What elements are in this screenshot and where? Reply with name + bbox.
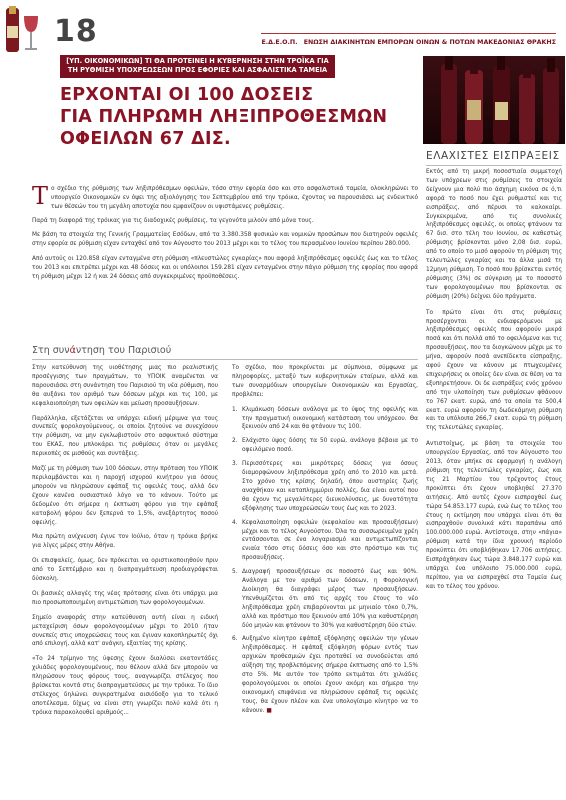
wine-glass-icon xyxy=(4,6,40,54)
list-text: Κεφαλαιοποίηση οφειλών (κεφαλαίου και προσαυξήσεων) μέχρι και το τέλος Αυγούστου. Όλα τα συσσωρευμένα χρέη εντάσσονται σε ένα λογαριασμό και αντιμετωπίζονται ενιαία τόσο στις δόσεις όσο και στο πρόστιμο και τις προσαυξήσεις. xyxy=(242,519,418,562)
list-text: Αυξημένο κίνητρο εφάπαξ εξόφλησης οφειλών την γένων ληξιπρόθεσμες. Η εφάπαξ εξόφληση φόρων εντός των αρχικών προθεσμιών έχει προταθεί να συνοδεύεται από αύξηση της προβλεπόμενης σήμερα έκπτωσης από το 1,5% στο 5%. Με αυτόν τον τρόπο εκτιμάται ότι χιλιάδες φορολογούμενοι οι οποίοι έχουν ακόμη και σήμερα την οικονομική επιφάνεια να πληρώσουν εφάπαξ τις οφειλές τους, θα έχουν πλέον και ένα υπολογίσιμο κίνητρο να το κάνουν. xyxy=(242,636,418,714)
article-kicker: [ΥΠ. ΟΙΚΟΝΟΜΙΚΩΝ] ΤΙ ΘΑ ΠΡΟΤΕΙΝΕΙ Η ΚΥΒΕΡΝΗΣΗ ΣΤΗΝ ΤΡΟΪΚΑ ΓΙΑ ΤΗ ΡΥΘΜΙΣΗ ΥΠΟΧΡΕΩΣΕΩΝ ΠΡΟΣ ΕΦΟΡΙΕΣ ΚΑΙ ΑΣΦΑΛΙΣΤΙΚΑ ΤΑΜΕΙΑ xyxy=(60,55,335,78)
sidebar-title: ΕΛΑΧΙΣΤΕΣ ΕΙΣΠΡΑΞΕΙΣ xyxy=(426,150,560,162)
publisher-line xyxy=(261,39,556,46)
header-rule xyxy=(261,33,556,34)
intro-paragraph xyxy=(32,182,418,212)
list-text: Περισσότερες και μικρότερες δόσεις για όσους διαμορφώνουν ληξιπρόθεσμα χρέη από το 2010 και μετά. Στο χρόνο της κρίσης δηλαδή, όπου αυστηρίες ζωής αναχθήκαν και καταπλημμύριο πολλές, δια είναι αυτοί που θα έχουν τις μεγαλύτερες διευκολύνσεις, με δυνατότητα εξόφλησης των υποχρεώσεών τους έως και το 2023. xyxy=(242,461,418,512)
end-mark: ■ xyxy=(266,707,272,714)
intro-paragraph: Με βάση τα στοιχεία της Γενικής Γραμματείας Εσόδων, από τα 3.380.358 φυσικών και νομικών προσώπων που διατηρούν οφειλές στην εφορία σε ρύθμιση είχαν ενταχθεί από τον Αύγουστο του 2013 μέχρι και το τέλος του περασμένου Ιουνίου περίπου 280.000. xyxy=(32,232,418,248)
body-paragraph: Μια πρώτη ανίχνευση έγινε τον Ιούλιο, όταν η τρόικα βρήκε για λίγες μέρες στην Αθήνα. xyxy=(32,534,218,550)
article-heading xyxy=(60,55,420,150)
section-rule xyxy=(32,359,418,360)
list-item xyxy=(232,568,418,630)
body-column-middle xyxy=(232,364,418,721)
list-item xyxy=(232,519,418,564)
wine-bottles-photo xyxy=(423,56,565,144)
sidebar-paragraph: Εκτός από τη μικρή ποσοστιαία συμμετοχή των υπόχρεων στις ρυθμίσεις τα στοιχεία δείχνουν μια πολύ πιο άσχημη εικόνα σε ό,τι αφορά το ποσό που έχει ρυθμιστεί και τις εισπράξεις, από πέρυσι το καλοκαίρι. Συγκεκριμένα, από τις συνολικές ληξιπρόθεσμες οφειλές, οι οποίες φτάνουν τα 67 δισ. στο τέλη του Ιουνίου, σε καθεστώς ρύθμισης βρίσκονται μόνο 2,08 δισ. ευρώ, από το οποίο το μισό αφορούν τη ρύθμιση της τελευτώλες εγκαρίας και τα άλλα μισά τη 12μηνη ρύθμιση. Το ποσό που βρίσκεται εντός ρύθμισης (3%) σε σύγκριση με το ποσοστό των φορολογουμένων που βρίσκονται σε ρύθμιση (20%) δείχνει δύο πράγματα. xyxy=(426,169,562,300)
subtitle-part: ντηση του Παρισιού xyxy=(75,345,172,356)
body-paragraph: Μαζί με τη ρύθμιση των 100 δόσεων, στην πρόταση του ΥΠΟΙΚ περιλαμβάνεται και η παροχή ισχυρού κινήτρου για όσους μπορούν να πληρώσουν εφάπαξ τις οφειλές τους, αλλά δεν έχουν κανένα ουσιαστικό λόγο να το κάνουν. Τούτο με δεδομένο ότι σήμερα η έκπτωση φόρου για την εφάπαξ καταβολή φόρου δεν ξεπερνά το 1,5%, ανεξάρτητος ποσού οφειλής. xyxy=(32,466,218,526)
list-item xyxy=(232,406,418,433)
publisher-name: ΕΝΩΣΗ ΔΙΑΚΙΝΗΤΩΝ ΕΜΠΟΡΩΝ ΟΙΝΩΝ & ΠΟΤΩΝ ΜΑΚΕΔΟΝΙΑΣ ΘΡΑΚΗΣ xyxy=(303,39,556,46)
intro-paragraph: Παρά τη διαφορά της τρόικας για τις διαδοχικές ρυθμίσεις, τα γεγονότα μιλούν από μόνα τους. xyxy=(32,218,314,225)
title-line-2: ΓΙΑ ΠΛΗΡΩΜΗ ΛΗΞΙΠΡΟΘΕΣΜΩΝ xyxy=(60,106,388,127)
list-number: 2. xyxy=(232,438,238,445)
body-paragraph: Οι βασικές αλλαγές της νέας πρότασης είναι ότι υπάρχει μια πιο προσωποποιημένη αντιμετώπιση των φορολογουμένων. xyxy=(32,590,218,606)
body-paragraph: Στην κατεύθυνση της υιοθέτησης μιας πιο ρεαλιστικής προσέγγισης των πραγμάτων, το ΥΠΟΙΚ αναμένεται να παρουσιάσει στη συνάντηση του Παρισιού τη νέα ρύθμιση, που θα αυξάνει τον αριθμό των δόσεων μέχρι και τις 100, με κεφαλαιοποίηση των οφειλών και μείωση προσαυξήσεων. xyxy=(32,365,218,407)
drop-cap: Τ xyxy=(32,182,49,210)
body-paragraph: Το σχέδιο, που προκρίνεται με σύμπνοια, σύμφωνα με πληροφορίες, μεταξύ των κυβερνητικών εταίρων, αλλά και των συναρμόδιων υπουργείων Οικονομικών και Εργασίας, προβλέπει: xyxy=(232,365,418,398)
list-text: Διαγραφή προσαυξήσεων σε ποσοστό έως και 90%. Ανάλογα με τον αριθμό των δόσεων, η Φορολογική Διοίκηση θα διαγράφει μέρος των προσαυξήσεων. Υπενθυμίζεται ότι από τις αρχές του έτους το νέο ληξιπρόθεσμα χρέη επιβαρύνονται με μηνιαίο τόκο 0,7%, αλλά και πρόστιμο που ξεκινούν από 10% για καθυστέρηση δύο μηνών και φτάνουν το 30% για καθυστέρηση δύο ετών. xyxy=(242,569,418,629)
body-column-left xyxy=(32,364,218,724)
sidebar-box xyxy=(426,168,562,599)
proposal-list xyxy=(232,406,418,716)
list-text: Ελάχιστο ύψος δόσης τα 50 ευρώ, ανάλογα βέβαια με το οφειλόμενο ποσό. xyxy=(242,438,418,454)
sidebar-rule xyxy=(426,165,562,166)
title-line-1: ΕΡΧΟΝΤΑΙ ΟΙ 100 ΔΟΣΕΙΣ xyxy=(60,84,314,105)
list-item xyxy=(232,460,418,513)
list-item xyxy=(232,437,418,455)
publisher-logo: Ε.Δ.Ε.Ο.Π. xyxy=(261,39,298,46)
list-number: 4. xyxy=(232,519,238,526)
intro-text: ο σχέδιο της ρύθμισης των ληξιπρόθεσμων οφειλών, τόσο στην εφορία όσο και στο ασφαλιστικά ταμεία, ολοκληρώνει το υπουργείο Οικονομικών εν όψει της αξιολόγησης του Σεπτεμβρίου από την τρόικα, έχοντας να παρουσιάσει ως ενδεικτικό των θέσεών του τη μεγάλη αποτυχία που εμφανίζουν οι υφιστάμενες ρυθμίσεις. xyxy=(51,186,418,211)
body-paragraph: «Το 24 τρίμηνο της ύφεσης έχουν διαλύσει εκατοντάδες χιλιάδες φορολογουμένους, που θέλουν αλλά δεν μπορούν να πληρώσουν τους φόρους τους, αναγνωρίζει στέλεχος που βρίσκεται κοντά στις διαπραγματεύσεις με την τρόικα. Το ίδιο στέλεχος δηλώνει συγκρατημένα αισιόδοξο για το τελικό αποτέλεσμα, δίχως να είναι στη γνωρίζει πολύ καλά ότι η τρόικα παρακολουθεί αριθμούς... xyxy=(32,656,218,716)
list-number: 6. xyxy=(232,636,238,643)
page-header xyxy=(0,0,566,58)
sidebar-paragraph: Αντιστοίχως, με βάση τα στοιχεία του υπουργείου Εργασίας, από τον Αύγουστο του 2013, όταν μπήκε σε εφαρμογή η ανάλογη ρύθμιση της τελευτώλες εγκαρίας, έως και τις 21 Μαρτίου του τρέχοντος έτους προκύπτει ότι έχουν υποβληθεί 27.370 αιτήσεις. Από αυτές έχουν εισπραχθεί έως τώρα 54.853.177 ευρώ, ενώ έως το τέλος του έτους η εκτίμηση που υπάρχει είναι ότι θα εισπραχθούν συνολικά κάτι παραπάνω από 100.000.000 ευρώ. Αντίστοιχα, στην «πάγια» ρύθμιση κατά την ίδια χρονική περίοδο προκύπτει ότι υποβλήθηκαν 17.706 αιτήσεις. Εισπράχθηκαν έως τώρα 3.848.177 ευρώ και υπάρχει ένα υπόλοιπο 75.000.000 ευρώ, περίπου, για να εισπραχθεί στα Ταμεία έως και το τέλος του χρόνου. xyxy=(426,441,562,590)
list-number: 5. xyxy=(232,569,238,576)
list-number: 3. xyxy=(232,461,238,468)
article-intro xyxy=(32,182,418,287)
intro-paragraph: Από αυτούς οι 120.858 είχαν ενταγμένα στη ρύθμιση «πλευστώλες εγκαρίας» που αφορά ληξιπρόθεσμες οφειλές έως και το τέλος του 2013 και επιτρέπει μέχρι και 48 δόσεις και οι υπόλοιποι 159.281 είχαν ενταγμένοι στην πάγιο ρύθμιση της εφορίας που αφορά τη ρύθμιση μέχρι 12 ή και 24 δόσεις από συγκεκριμένες προϋποθέσεις. xyxy=(32,255,418,280)
subtitle-accent: ά xyxy=(69,345,76,356)
body-paragraph: Οι επισφαλείς, όμως, δεν πρόκειται να οριστικοποιηθούν πριν από το Σεπτέμβριο και η διαπραγμάτευση προδιαγράφεται δύσκολη. xyxy=(32,558,218,583)
list-item xyxy=(232,635,418,715)
sidebar-paragraph: Το πρώτο είναι ότι στις ρυθμίσεις προσέρχονται οι ενδιαφερόμενοι με ληξιπρόθεσμες οφειλές που αφορούν μικρά ποσά και ότι πολλά από το οφειλόμενα και τις προσαυξήσεις, που τα διογκώνουν μέχρι με το μήνα, αφορούν ποσά ανεπίδεκτα είσπραξης, αφού έχουν να κάνουν με πτωχευμένες επιχειρήσεις οι οποίες δεν είναι σε θέση να τα εξυπηρετήσουν. Οι δε εισπράξεις ενός χρόνου από την υλοποίηση των ρυθμίσεων φθάνουν το 767 εκατ. ευρώ, από τα οποία τα 500,4 εκατ. ευρώ αφορούν τη δωδεκάμηνη ρύθμιση και τα υπόλοιπα 266,7 εκατ. ευρώ τη ρύθμιση της τελευτώλες εγκαρίας. xyxy=(426,309,562,432)
body-paragraph: Σημείο αναφοράς στην κατεύθυνση αυτή είναι η ειδική μεταχείριση όσων φορολογουμένων μέχρι το 2010 ήταν συνεπείς στις υποχρεώσεις τους και έγιναν κακοπληρωτές όχι από επιλογή, αλλά κατ' ανάγκη, εξαιτίας της κρίσης. xyxy=(32,614,218,648)
page-number: 18 xyxy=(54,14,98,49)
section-subtitle xyxy=(32,345,171,356)
body-paragraph: Παράλληλα, εξετάζεται να υπάρχει ειδική μέριμνα για τους συνεπείς φορολογούμενους, οι οποίοι ζητούνε να συνεχίσουν την ρύθμιση, να μην εγκλωβιστούν στο ασφυκτικό σύστημα του ΕΚΑΣ, που μπλοκάρει τις ρυθμίσεις όταν οι μεγάλες περικοπές σε μισθούς και συντάξεις. xyxy=(32,415,218,458)
article-title xyxy=(60,84,420,150)
subtitle-part: Στη συν xyxy=(32,345,70,356)
list-text: Κλιμάκωση δόσεων ανάλογα με το ύψος της οφειλής και την πραγματική οικονομική κατάσταση του υπόχρεου. Θα ξεκινούν από 24 και θα φτάνουν τις 100. xyxy=(242,406,418,431)
title-line-3: ΟΦΕΙΛΩΝ 67 ΔΙΣ. xyxy=(60,128,231,149)
list-number: 1. xyxy=(232,406,238,413)
